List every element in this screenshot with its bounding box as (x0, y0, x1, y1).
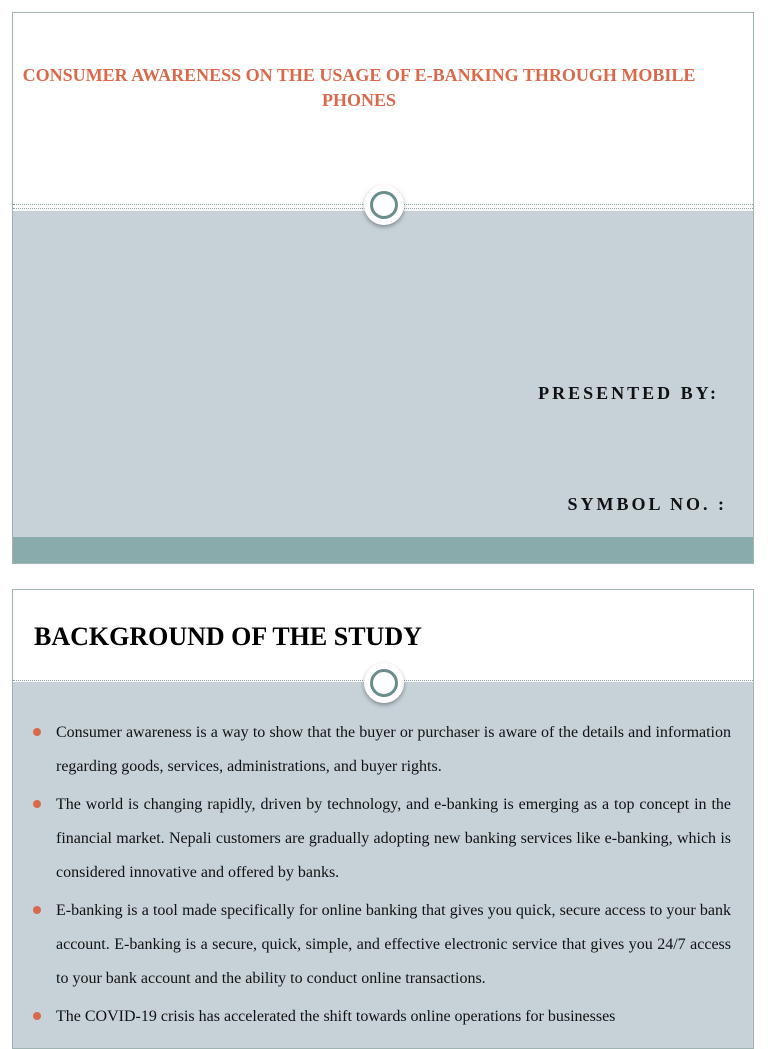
bullet-dot-icon (33, 906, 41, 914)
bullet-dot-icon (33, 800, 41, 808)
bullet-text: The COVID-19 crisis has accelerated the shift towards online operations for businesses (56, 1008, 616, 1025)
circle-ornament-inner (370, 191, 398, 219)
footer-band (13, 537, 753, 564)
bullet-item (31, 716, 731, 784)
title-slide (12, 12, 754, 564)
bullet-item (31, 1000, 731, 1034)
presentation-title: CONSUMER AWARENESS ON THE USAGE OF E-BANKING THROUGH MOBILE PHONES (22, 65, 696, 110)
bullet-list (31, 716, 731, 1038)
bullet-item (31, 894, 731, 996)
symbol-no-label: SYMBOL NO. : (567, 494, 727, 514)
title-slide-header (13, 13, 753, 211)
bullet-dot-icon (33, 1012, 41, 1020)
bullet-dot-icon (33, 728, 41, 736)
circle-ornament-icon (364, 185, 404, 225)
background-slide (12, 589, 754, 1049)
presented-by-label: PRESENTED BY: (538, 383, 719, 403)
bullet-text: Consumer awareness is a way to show that the buyer or purchaser is aware of the details and information regarding goods, services, administrations, and buyer rights. (56, 724, 731, 775)
circle-ornament-icon (364, 663, 404, 703)
circle-ornament-inner (370, 669, 398, 697)
bullet-text: The world is changing rapidly, driven by technology, and e-banking is emerging as a top concept in the financial market. Nepali customers are gradually adopting new banking services like e-banking, which is considered innovative and offered by banks. (56, 796, 731, 881)
slide-heading: BACKGROUND OF THE STUDY (34, 622, 422, 651)
title-slide-body (13, 211, 753, 537)
bullet-text: E-banking is a tool made specifically for online banking that gives you quick, secure access to your bank account. E-banking is a secure, quick, simple, and effective electronic service that gives you 24/7 access to your bank account and the ability to conduct online transactions. (56, 902, 731, 987)
bullet-item (31, 788, 731, 890)
